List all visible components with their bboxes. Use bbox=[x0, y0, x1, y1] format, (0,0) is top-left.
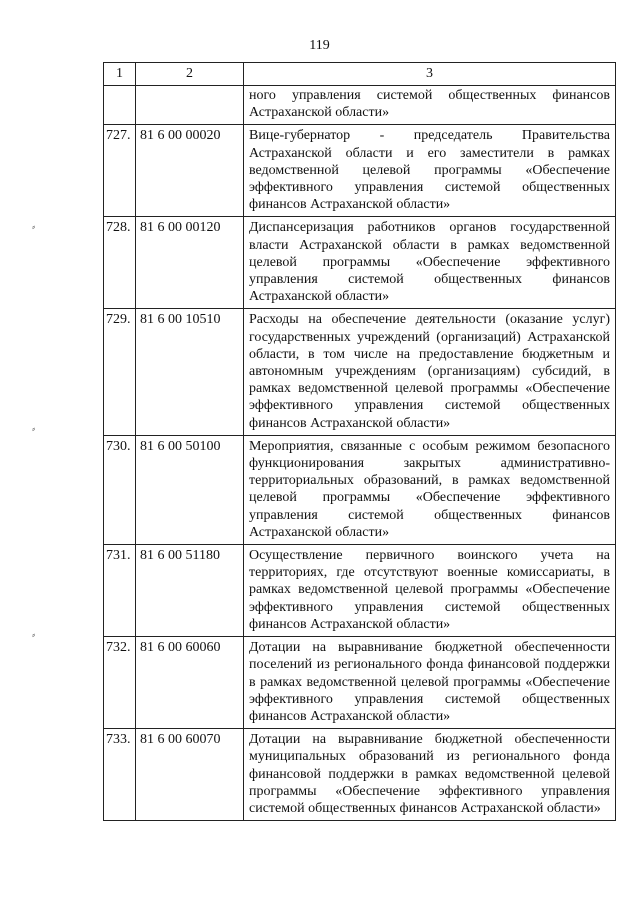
row-number bbox=[104, 86, 136, 125]
table-row bbox=[104, 125, 616, 217]
row-number: 733. bbox=[104, 729, 136, 821]
row-code: 81 6 00 10510 bbox=[136, 309, 244, 435]
row-description: Расходы на обеспечение деятельности (оказание услуг) государственных учреждений (организаций) Астраханской области, в том числе на предоставление бюджетным и автономным учреждениям (организациям) субсидий, в рамках ведомственной целевой программы «Обеспечение эффективного управления системой общественных финансов Астраханской области» bbox=[244, 309, 616, 435]
table-row bbox=[104, 729, 616, 821]
page-number: 119 bbox=[309, 38, 330, 53]
row-code: 81 6 00 60060 bbox=[136, 637, 244, 729]
row-code: 81 6 00 51180 bbox=[136, 545, 244, 637]
row-code: 81 6 00 50100 bbox=[136, 435, 244, 544]
row-number: 732. bbox=[104, 637, 136, 729]
row-description: ного управления системой общественных финансов Астраханской области» bbox=[244, 86, 616, 125]
table-header-row bbox=[104, 63, 616, 86]
row-number: 727. bbox=[104, 125, 136, 217]
table-row bbox=[104, 309, 616, 435]
column-header-name: 3 bbox=[244, 63, 616, 86]
row-code: 81 6 00 00020 bbox=[136, 125, 244, 217]
row-code: 81 6 00 60070 bbox=[136, 729, 244, 821]
table-row bbox=[104, 545, 616, 637]
row-description: Диспансеризация работников органов государственной власти Астраханской области в рамках ведомственной целевой программы «Обеспечение эффективного управления системой общественных финансов Астраханской области» bbox=[244, 217, 616, 309]
table-row bbox=[104, 435, 616, 544]
row-number: 730. bbox=[104, 435, 136, 544]
table-row bbox=[104, 637, 616, 729]
table-row bbox=[104, 217, 616, 309]
column-header-code: 2 bbox=[136, 63, 244, 86]
budget-classification-table bbox=[103, 62, 616, 821]
row-description: Дотации на выравнивание бюджетной обеспеченности поселений из регионального фонда финансовой поддержки в рамках ведомственной целевой программы «Обеспечение эффективного управления системой общественных финансов Астраханской области» bbox=[244, 637, 616, 729]
binding-mark: ⸗ bbox=[32, 630, 36, 641]
row-number: 731. bbox=[104, 545, 136, 637]
binding-mark: ⸗ bbox=[32, 222, 36, 233]
row-description: Мероприятия, связанные с особым режимом безопасного функционирования закрытых административно-территориальных образований, в рамках ведомственной целевой программы «Обеспечение эффективного управления системой общественных финансов Астраханской области» bbox=[244, 435, 616, 544]
row-description: Осуществление первичного воинского учета на территориях, где отсутствуют военные комиссариаты, в рамках ведомственной целевой программы «Обеспечение эффективного управления системой общественных финансов Астраханской области» bbox=[244, 545, 616, 637]
row-number: 729. bbox=[104, 309, 136, 435]
binding-mark: ⸗ bbox=[32, 424, 36, 435]
column-header-number: 1 bbox=[104, 63, 136, 86]
table-row-continuation bbox=[104, 86, 616, 125]
row-number: 728. bbox=[104, 217, 136, 309]
row-description: Дотации на выравнивание бюджетной обеспеченности муниципальных образований из регионального фонда финансовой поддержки в рамках ведомственной целевой программы «Обеспечение эффективного управления системой общественных финансов Астраханской области» bbox=[244, 729, 616, 821]
row-code bbox=[136, 86, 244, 125]
row-code: 81 6 00 00120 bbox=[136, 217, 244, 309]
row-description: Вице-губернатор - председатель Правительства Астраханской области и его заместители в рамках ведомственной целевой программы «Обеспечение эффективного управления системой общественных финансов Астраханской области» bbox=[244, 125, 616, 217]
